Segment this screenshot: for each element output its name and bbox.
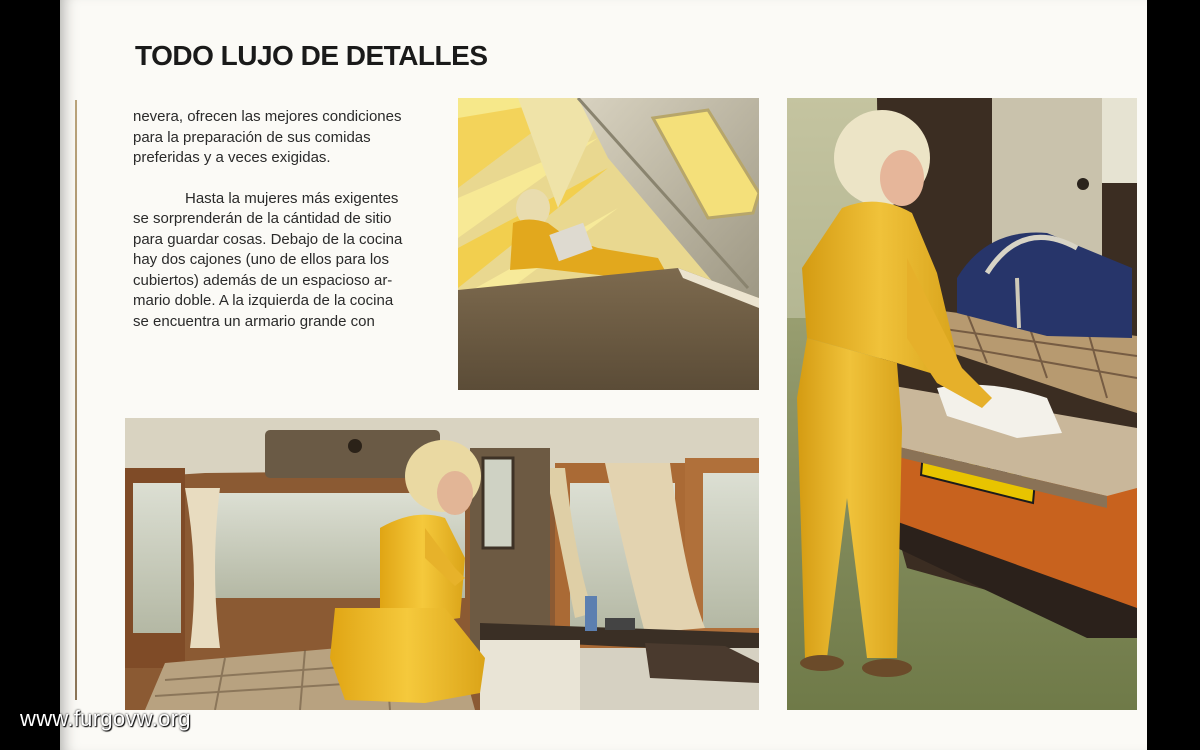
text-line: mario doble. A la izquierda de la cocina [133,292,394,309]
text-line: preferidas y a veces exigidas. [133,149,331,166]
watermark-text: www.furgovw.org [20,706,191,731]
text-line: se sorprenderán de la cántidad de sitio [133,210,392,227]
photo-roof-loft [458,98,759,390]
text-line: se encuentra un armario grande con [133,312,375,330]
photo-rear-storage [787,98,1137,710]
text-line: para guardar cosas. Debajo de la cocina [133,230,403,248]
photo-van-interior [125,418,759,710]
text-line: Hasta la mujeres más exigentes [185,189,399,207]
paragraph-1 [133,107,448,169]
body-text [133,107,448,332]
text-line: nevera, ofrecen las mejores condiciones [133,108,402,125]
text-line: cubiertos) además de un espacioso ar- [133,271,393,289]
text-line: hay dos cajones (uno de ellos para los [133,251,389,268]
text-line: para la preparación de sus comidas [133,128,371,146]
page-title: TODO LUJO DE DETALLES [135,40,488,71]
paragraph-2 [133,189,448,333]
page-fold [75,100,77,700]
